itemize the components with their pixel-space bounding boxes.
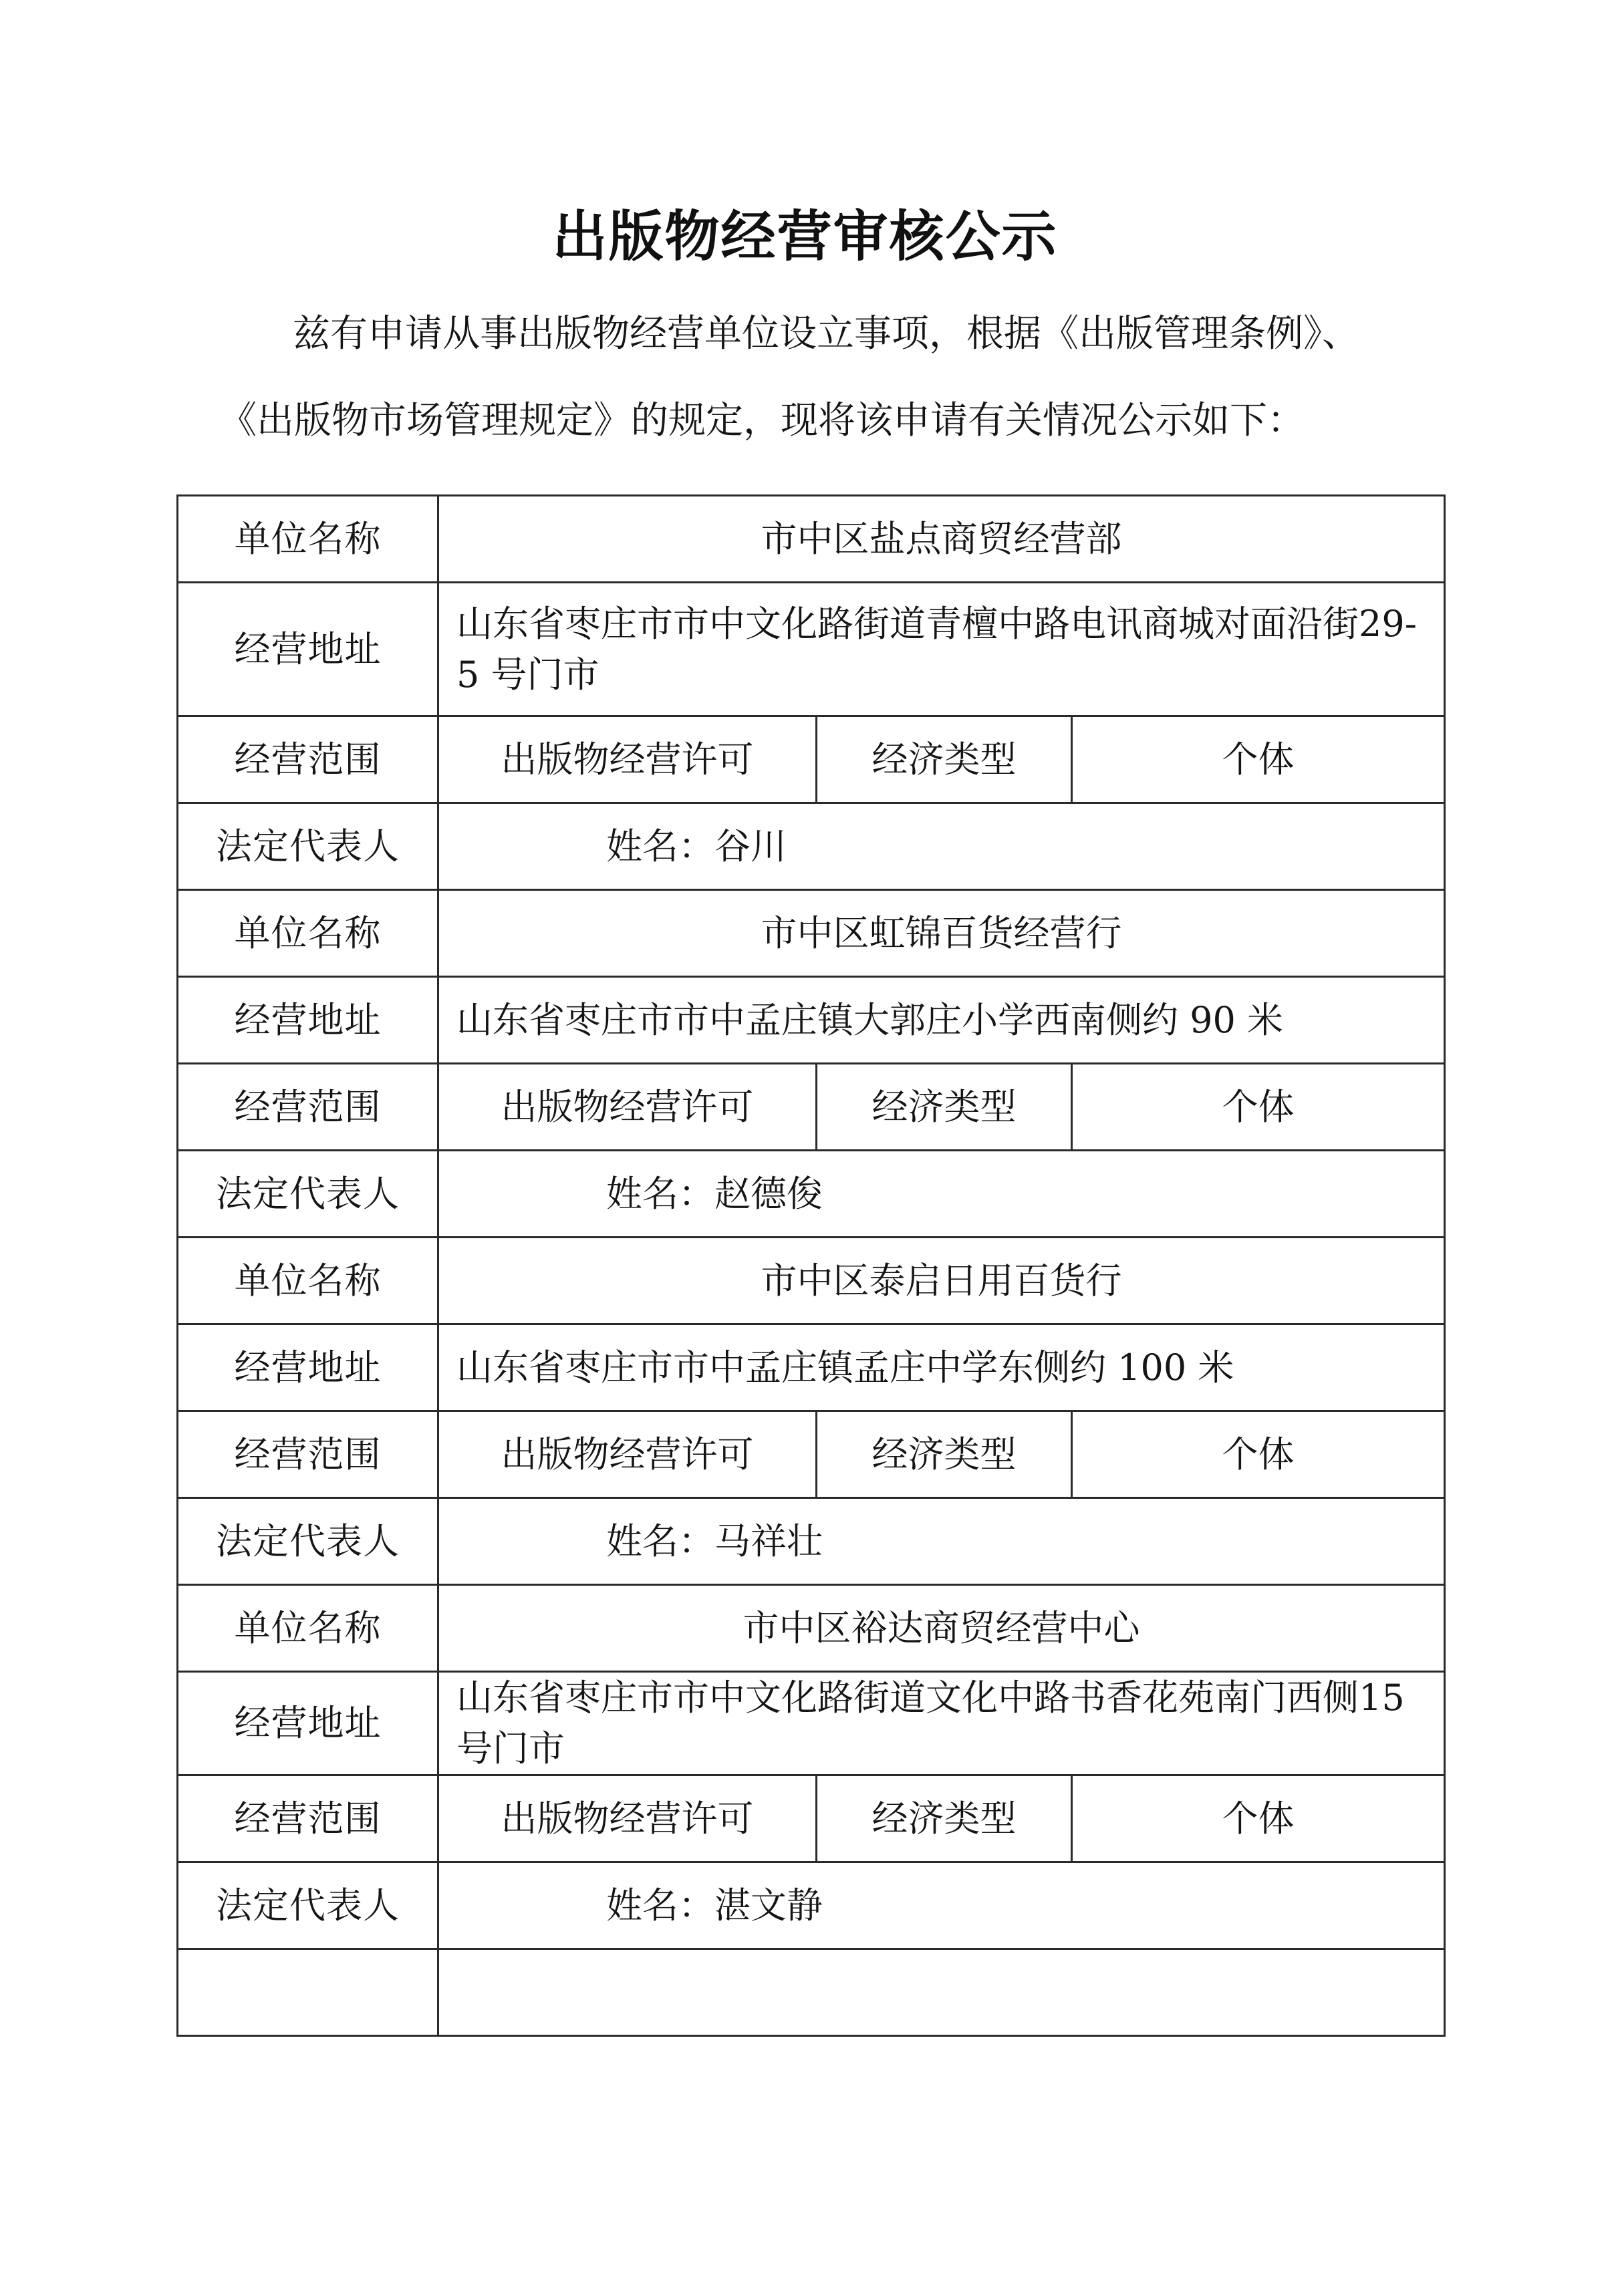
legal-rep-value	[438, 803, 1445, 890]
unit-name-label: 单位名称	[178, 1238, 438, 1324]
address-value: 山东省枣庄市市中孟庄镇孟庄中学东侧约 100 米	[438, 1324, 1445, 1411]
unit-name-label: 单位名称	[178, 496, 438, 583]
unit-name-label: 单位名称	[178, 1585, 438, 1672]
legal-rep-row	[178, 1151, 1445, 1238]
econ-type-label: 经济类型	[817, 716, 1072, 803]
econ-type-value: 个体	[1072, 1411, 1445, 1498]
unit-name-row	[178, 1585, 1445, 1672]
page-title: 出版物经营审核公示	[552, 205, 1058, 269]
scope-label: 经营范围	[178, 1775, 438, 1862]
scope-value: 出版物经营许可	[438, 1775, 817, 1862]
scope-label: 经营范围	[178, 716, 438, 803]
scope-row	[178, 1775, 1445, 1862]
address-label: 经营地址	[178, 977, 438, 1064]
scope-label: 经营范围	[178, 1064, 438, 1151]
person-name: 谷川	[714, 825, 787, 867]
intro-paragraph-line-1: 兹有申请从事出版物经营单位设立事项，根据《出版管理条例》、	[293, 312, 1359, 355]
econ-type-value: 个体	[1072, 716, 1445, 803]
address-row	[178, 583, 1445, 716]
scope-value: 出版物经营许可	[438, 1064, 817, 1151]
notice-table-body	[178, 496, 1445, 2036]
legal-rep-row	[178, 803, 1445, 890]
person-name: 赵德俊	[714, 1172, 823, 1215]
address-label: 经营地址	[178, 583, 438, 716]
empty-cell	[438, 1949, 1445, 2036]
legal-rep-row	[178, 1498, 1445, 1585]
scope-row	[178, 1411, 1445, 1498]
legal-rep-row	[178, 1862, 1445, 1949]
person-prefix: 姓名：	[606, 1520, 714, 1562]
econ-type-label: 经济类型	[817, 1064, 1072, 1151]
unit-name-row	[178, 890, 1445, 977]
address-value: 山东省枣庄市市中文化路街道青檀中路电讯商城对面沿街29-5 号门市	[438, 583, 1445, 716]
scope-row	[178, 1064, 1445, 1151]
legal-rep-label: 法定代表人	[178, 1862, 438, 1949]
unit-name-value: 市中区泰启日用百货行	[438, 1238, 1445, 1324]
unit-name-row	[178, 1238, 1445, 1324]
econ-type-value: 个体	[1072, 1775, 1445, 1862]
address-label: 经营地址	[178, 1672, 438, 1775]
scope-value: 出版物经营许可	[438, 716, 817, 803]
address-row	[178, 977, 1445, 1064]
empty-row	[178, 1949, 1445, 2036]
unit-name-value: 市中区盐点商贸经营部	[438, 496, 1445, 583]
person-prefix: 姓名：	[606, 1884, 714, 1926]
unit-name-value: 市中区虹锦百货经营行	[438, 890, 1445, 977]
legal-rep-label: 法定代表人	[178, 1498, 438, 1585]
notice-table	[176, 494, 1446, 2037]
econ-type-value: 个体	[1072, 1064, 1445, 1151]
unit-name-row	[178, 496, 1445, 583]
scope-label: 经营范围	[178, 1411, 438, 1498]
legal-rep-label: 法定代表人	[178, 1151, 438, 1238]
person-name: 湛文静	[714, 1884, 823, 1926]
legal-rep-value	[438, 1862, 1445, 1949]
empty-cell	[178, 1949, 438, 2036]
address-label: 经营地址	[178, 1324, 438, 1411]
address-row	[178, 1324, 1445, 1411]
legal-rep-value	[438, 1498, 1445, 1585]
address-value: 山东省枣庄市市中孟庄镇大郭庄小学西南侧约 90 米	[438, 977, 1445, 1064]
scope-value: 出版物经营许可	[438, 1411, 817, 1498]
unit-name-value: 市中区裕达商贸经营中心	[438, 1585, 1445, 1672]
legal-rep-value	[438, 1151, 1445, 1238]
address-row	[178, 1672, 1445, 1775]
person-name: 马祥壮	[714, 1520, 823, 1562]
person-prefix: 姓名：	[606, 825, 714, 867]
econ-type-label: 经济类型	[817, 1411, 1072, 1498]
legal-rep-label: 法定代表人	[178, 803, 438, 890]
unit-name-label: 单位名称	[178, 890, 438, 977]
scope-row	[178, 716, 1445, 803]
person-prefix: 姓名：	[606, 1172, 714, 1215]
intro-paragraph-line-2: 《出版物市场管理规定》的规定，现将该申请有关情况公示如下：	[219, 399, 1305, 442]
econ-type-label: 经济类型	[817, 1775, 1072, 1862]
address-value: 山东省枣庄市市中文化路街道文化中路书香花苑南门西侧15 号门市	[438, 1672, 1445, 1775]
